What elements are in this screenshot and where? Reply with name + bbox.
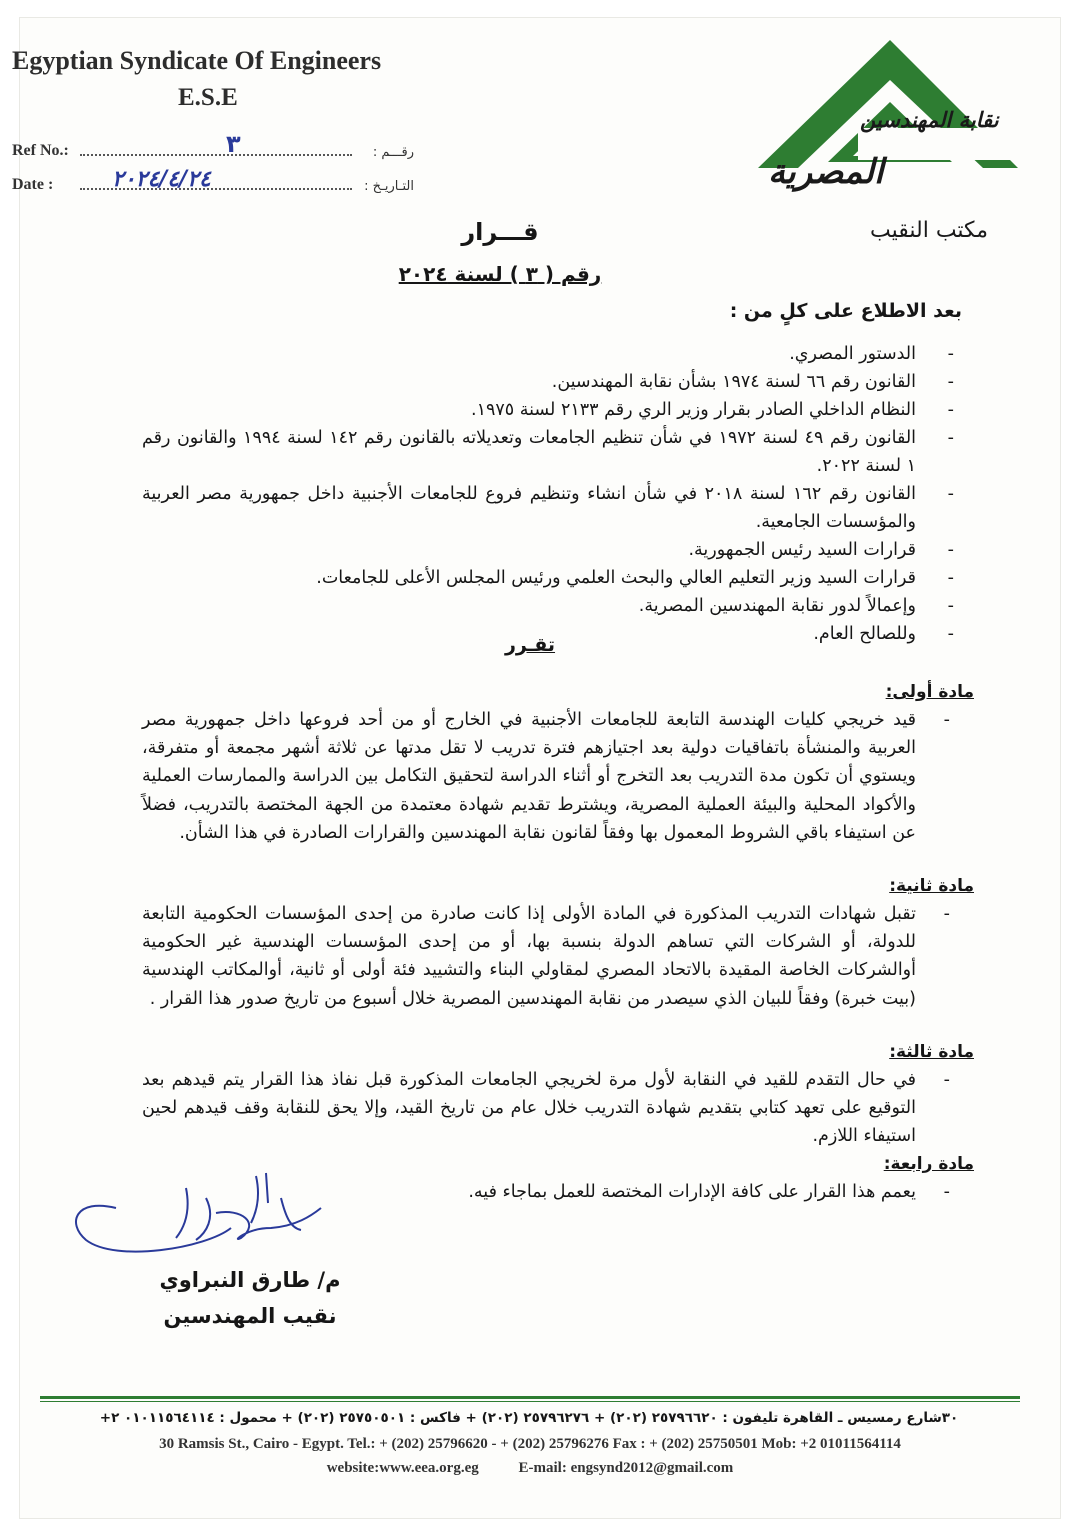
article-3-text: - في حال التقدم للقيد في النقابة لأول مرة لخريجي الجامعات المذكورة قبل نفاذ هذا القرار يتم قيدهم بعد التوقيع على تعهد كتابي بتقديم شهادة التدريب خلال عام من تاريخ القيد، وإلا يحق للنقابة وقف قيدهم لحين استيفاء اللازم. [142, 1066, 962, 1151]
decision-title: قـــرار [461, 218, 539, 246]
date-label-ar: التـاريـخ : [364, 179, 414, 194]
article-4-text: - يعمم هذا القرار على كافة الإدارات المختصة للعمل بماجاء فيه. [142, 1178, 962, 1206]
ref-label-ar: رقـــم : [372, 145, 414, 160]
signatory-name: م/ طارق النبراوي [159, 1268, 341, 1292]
reference-item: - قرارات السيد رئيس الجمهورية. [142, 536, 962, 564]
date-row [12, 166, 414, 196]
signatory-title: نقيب المهندسين [163, 1304, 337, 1328]
reference-item: - وإعمالاً لدور نقابة المهندسين المصرية. [142, 592, 962, 620]
ref-dotted-line [80, 154, 352, 156]
ref-value-handwritten: ٣ [226, 130, 241, 158]
reference-item: - وللصالح العام. [142, 620, 962, 648]
decides-heading: تقـرر [504, 634, 556, 656]
organization-name: Egyptian Syndicate Of Engineers [12, 46, 382, 75]
footer-contact [40, 1460, 1020, 1477]
decision-number: رقم ( ٣ ) لسنة ٢٠٢٤ [398, 262, 602, 286]
article-2-text: - تقبل شهادات التدريب المذكورة في المادة الأولى إذا كانت صادرة من إحدى المؤسسات الحكومية التابعة للدولة، أو الشركات التي تساهم الدولة بنسبة بها، أو من إحدى المؤسسات الهندسية غير الحكومية أوالشركات الخاصة المقيدة بالاتحاد المصري لمقاولي البناء والتشييد فئة أولى أو ثانية، أوالمكاتب الهندسية (بيت خبرة) وفقاً للبيان الذي سيصدر من نقابة المهندسين المصرية خلال أسبوع من تاريخ صدور هذا القرار . [142, 900, 962, 1013]
preamble-intro: بعد الاطلاع على كلٍ من : [729, 300, 962, 322]
article-4-heading: مادة رابعة: [883, 1154, 974, 1174]
footer-address-ar: ٣٠شارع رمسيس ـ القاهرة تليفون : ٢٥٧٩٦٦٢٠ (٢٠٢) + ٢٥٧٩٦٢٧٦ (٢٠٢) + فاكس : ٢٥٧٥٠٥٠١ (٢٠٢) + محمول : ٠١٠١١٥٦٤١١٤ ٢+ [99, 1410, 959, 1426]
footer-address-en: 30 Ramsis St., Cairo - Egypt. Tel.: + (202) 25796620 - + (202) 25796276 Fax : + (202) 25750501 Mob: +2 01011564114 [159, 1436, 901, 1452]
reference-number-row [12, 132, 414, 162]
reference-item: - الدستور المصري. [142, 340, 962, 368]
logo-text-bottom: المصرية [768, 152, 884, 192]
footer-divider-thin [40, 1401, 1020, 1402]
reference-item: - القانون رقم ١٦٢ لسنة ٢٠١٨ في شأن انشاء وتنظيم فروع للجامعات الأجنبية داخل جمهورية مصر العربية والمؤسسات الجامعية. [142, 480, 962, 536]
reference-item: - النظام الداخلي الصادر بقرار وزير الري رقم ٢١٣٣ لسنة ١٩٧٥. [142, 396, 962, 424]
reference-item: - القانون رقم ٦٦ لسنة ١٩٧٤ بشأن نقابة المهندسين. [142, 368, 962, 396]
article-1-heading: مادة أولى: [885, 682, 974, 702]
handwritten-signature [56, 1168, 346, 1268]
article-3-heading: مادة ثالثة: [889, 1042, 974, 1062]
footer-website-link[interactable]: website:www.eea.org.eg [326, 1460, 479, 1476]
ref-label-en: Ref No.: [12, 142, 69, 159]
logo-text-top: نقابة المهندسين [860, 108, 999, 132]
references-list [142, 340, 962, 648]
organization-abbreviation: E.S.E [178, 84, 238, 111]
reference-item: - قرارات السيد وزير التعليم العالي والبحث العلمي ورئيس المجلس الأعلى للجامعات. [142, 564, 962, 592]
footer-email-link[interactable]: E-mail: engsynd2012@gmail.com [518, 1460, 734, 1476]
article-1-text: - قيد خريجي كليات الهندسة التابعة للجامعات الأجنبية في الخارج أو من أحد فروعها داخل جمهورية مصر العربية والمنشأة باتفاقيات دولية بعد اجتيازهم فترة تدريب لا تقل مدتها عن ثلاثة أشهر مجمعة أو متفرقة، ويستوي أن تكون مدة التدريب بعد التخرج أو أثناء الدراسة لتحقيق التكامل بين الدراسة والممارسات العملية والأكواد المحلية والبيئة العملية المصرية، ويشترط تقديم شهادة معتمدة من الجهة المختصة بالتدريب، فضلاً عن استيفاء باقي الشروط المعمول بها وفقاً لقانون نقابة المهندسين والقرارات الصادرة في هذا الشأن. [142, 706, 962, 847]
office-title: مكتب النقيب [870, 218, 988, 243]
article-2-heading: مادة ثانية: [889, 876, 974, 896]
date-label-en: Date : [12, 176, 54, 193]
footer-divider [40, 1396, 1020, 1399]
date-value-handwritten: ٢٠٢٤/٤/٢٤ [112, 167, 211, 192]
reference-item: - القانون رقم ٤٩ لسنة ١٩٧٢ في شأن تنظيم الجامعات وتعديلاته بالقانون رقم ١٤٢ لسنة ١٩٩٤ والقانون رقم ١ لسنة ٢٠٢٢. [142, 424, 962, 480]
